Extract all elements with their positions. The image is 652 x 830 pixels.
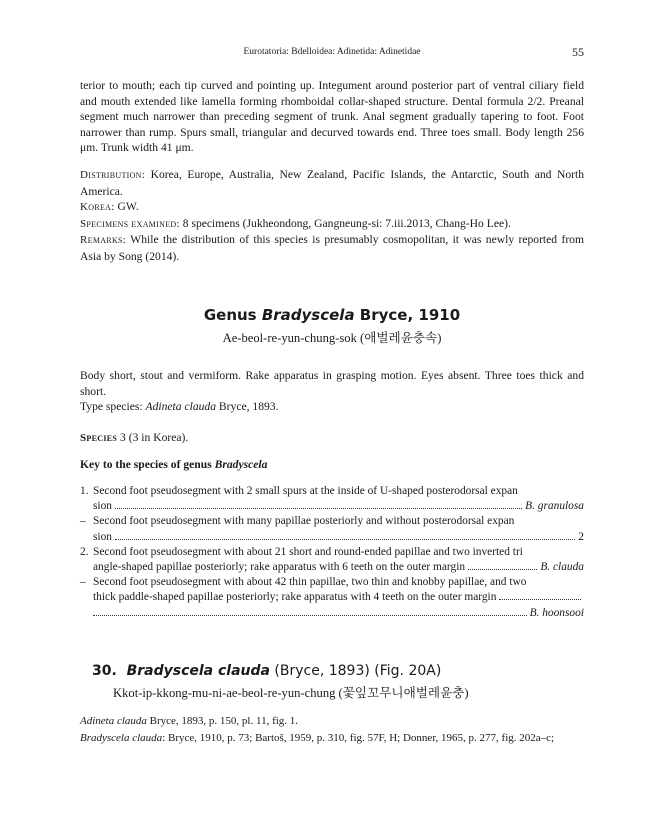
running-header: Eurotatoria: Bdelloidea: Adinetida: Adinetidae — [243, 47, 421, 57]
key-couplet-2a — [80, 545, 584, 575]
key-text: Second foot pseudosegment with many papillae posteriorly and without posterodorsal expan — [93, 515, 515, 528]
specimens-label: Specimens examined: — [80, 217, 180, 230]
key-leader-line — [93, 590, 584, 605]
genus-description-block — [80, 368, 584, 415]
species-count — [80, 430, 584, 447]
distribution-line — [80, 167, 584, 199]
korea-label: Korea: — [80, 201, 115, 213]
distribution-block — [80, 167, 584, 264]
specimens-line — [80, 216, 584, 233]
key-leader-start: sion — [93, 500, 112, 513]
species-number: 30. — [92, 663, 117, 679]
synonym-name: Bradyscela clauda — [80, 732, 163, 744]
key-result: B. granulosa — [525, 500, 584, 513]
type-species-line — [80, 399, 584, 415]
species-count-text: 3 (3 in Korea). — [117, 431, 189, 444]
korea-text: GW. — [114, 200, 139, 213]
dot-leader — [499, 598, 581, 600]
key-number: 1. — [80, 485, 89, 497]
type-species-name: Adineta clauda — [145, 400, 217, 413]
genus-heading — [80, 306, 584, 324]
synonym-citation: Bryce, 1893, p. 150, pl. 11, fig. 1. — [146, 715, 299, 727]
key-result: B. clauda — [540, 561, 584, 574]
genus-prefix: Genus — [203, 306, 262, 324]
key-couplet-1b — [80, 514, 584, 544]
key-text: Second foot pseudosegment with 2 small spurs at the inside of U-shaped posterodorsal expan — [93, 485, 518, 497]
identification-key — [80, 484, 584, 621]
key-leader-start: thick paddle-shaped papillae posteriorly; rake apparatus with 4 teeth on the outer margin — [93, 591, 497, 604]
synonymy-entry — [80, 713, 600, 730]
specimens-text: 8 specimens (Jukheondong, Gangneung-si: 7.iii.2013, Chang-Ho Lee). — [179, 216, 511, 230]
dot-leader — [468, 568, 537, 570]
dot-leader — [93, 614, 527, 616]
type-species-author: Bryce, 1893. — [216, 400, 279, 413]
korea-line — [80, 199, 584, 216]
species-heading — [92, 663, 441, 679]
key-result: 2 — [578, 530, 584, 543]
species-name: Bradyscela clauda — [126, 663, 270, 679]
distribution-label: Distribution: — [80, 169, 146, 181]
key-text: Second foot pseudosegment with about 21 short and round-ended papillae and two inverted tri — [93, 545, 523, 558]
species-count-label: Species — [80, 432, 118, 444]
key-leader-line — [93, 530, 584, 545]
key-leader-line — [93, 499, 584, 514]
remarks-text: While the distribution of this species is presumably cosmopolitan, it was newly reported from Asia by Song (2014). — [80, 233, 584, 263]
key-number: 2. — [80, 545, 89, 558]
key-leader-line — [93, 560, 584, 575]
description-continuation — [80, 78, 584, 156]
key-result: B. hoonsooi — [529, 606, 584, 619]
key-heading-prefix: Key to the species of genus — [80, 458, 215, 471]
key-number: – — [80, 515, 86, 528]
key-couplet-1a — [80, 484, 584, 514]
synonymy-entry — [80, 730, 600, 747]
key-leader-start: angle-shaped papillae posteriorly; rake apparatus with 6 teeth on the outer margin — [93, 561, 466, 574]
dot-leader — [115, 538, 575, 540]
synonymy-list — [80, 713, 600, 747]
key-heading-genus: Bradyscela — [214, 458, 268, 471]
key-couplet-2b — [80, 575, 584, 621]
genus-description: Body short, stout and vermiform. Rake apparatus in grasping motion. Eyes absent. Three toes thick and short. — [80, 369, 584, 398]
key-leader-line-continued — [93, 606, 584, 621]
remarks-label: Remarks: — [80, 234, 127, 246]
type-species-label: Type species: — [80, 400, 146, 413]
genus-author: Bryce, 1910 — [354, 306, 461, 324]
description-paragraph: terior to mouth; each tip curved and pointing up. Integument around posterior part of ventral ciliary field and mouth extended like lamella forming rhomboidal collar-shaped structure. Dental formula 2/2. Preanal segment much narrower than preceding segment of trunk. Anal segment gradually tapering to foot. Foot narrower than rump. Spurs small, triangular and decurved towards end. Three toes small. Body length 256 μm. Trunk width 41 μm. — [80, 79, 584, 154]
dot-leader — [115, 507, 522, 509]
page-number: 55 — [572, 45, 584, 59]
key-leader-start: sion — [93, 530, 112, 543]
key-number: – — [80, 576, 86, 589]
genus-name: Bradyscela — [261, 306, 355, 324]
synonym-name: Adineta clauda — [80, 715, 147, 727]
remarks-line — [80, 232, 584, 264]
species-author-figure: (Bryce, 1893) (Fig. 20A) — [269, 663, 442, 679]
synonym-citation: : Bryce, 1910, p. 73; Bartoš, 1959, p. 310, fig. 57F, H; Donner, 1965, p. 277, fig. 202a–c; — [162, 732, 555, 744]
species-korean-name: Kkot-ip-kkong-mu-ni-ae-beol-re-yun-chung (꽃잎꼬무니애벌레윤충) — [113, 686, 469, 700]
key-text: Second foot pseudosegment with about 42 thin papillae, two thin and knobby papillae, and two — [93, 576, 527, 589]
key-heading — [80, 458, 267, 471]
species-count-line — [80, 430, 584, 447]
genus-korean-name: Ae-beol-re-yun-chung-sok (애벌레윤충속) — [222, 331, 442, 345]
distribution-text: Korea, Europe, Australia, New Zealand, Pacific Islands, the Antarctic, South and North America. — [80, 168, 584, 198]
